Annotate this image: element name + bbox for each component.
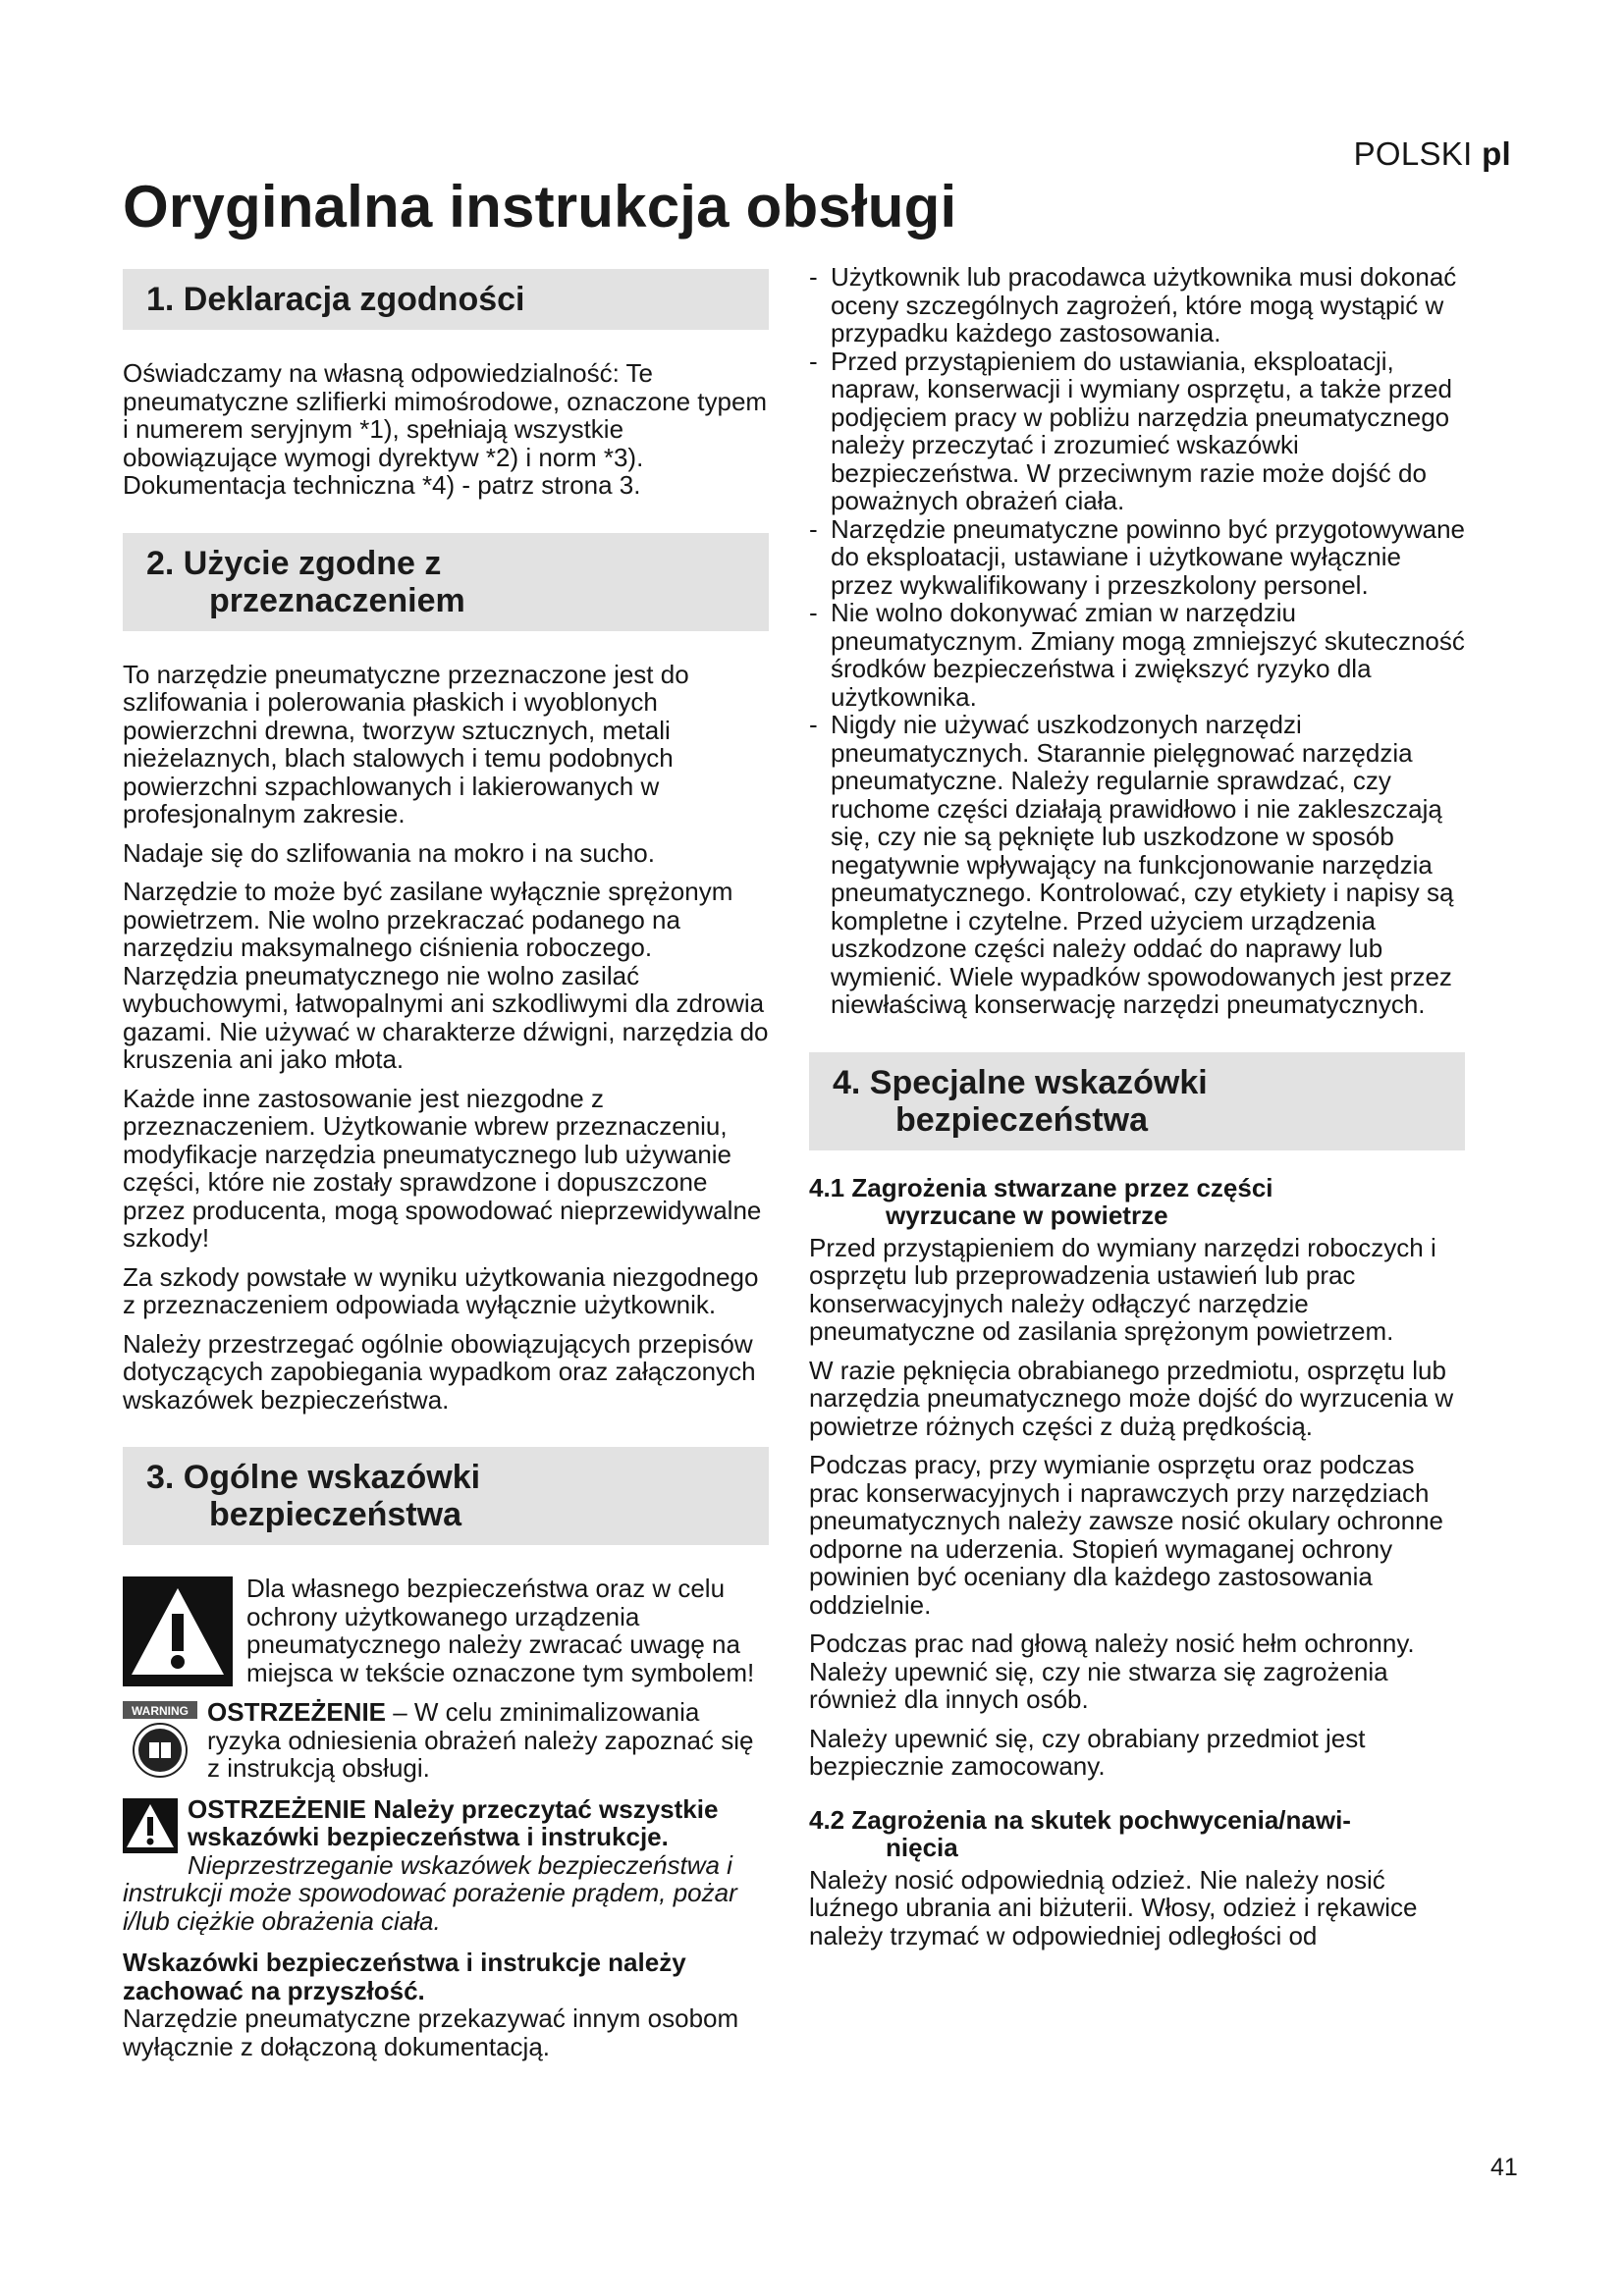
language-code: pl [1482,135,1511,172]
section-3-heading-line1: 3. Ogólne wskazówki [146,1459,481,1496]
section-4-heading-line2: bezpieczeństwa [895,1100,1148,1139]
language-label [1354,135,1511,173]
subsection-4-2-line1: 4.2 Zagrożenia na skutek pochwycenia/nawi- [809,1804,1351,1835]
subsection-4-2-heading [809,1806,1465,1862]
keep-instructions-text: Narzędzie pneumatyczne przekazywać innym osobom wyłącznie z dołączoną dokumentacją. [123,2003,739,2061]
section-2-paragraph-1: To narzędzie pneumatyczne przeznaczone jest do szlifowania i polerowania płaskich i wyoblonych powierzchni drewna, tworzyw sztucznych, metali nieżelaznych, blach stalowych i temu podobnych powierzchni szpachlowanych i lakierowanych w profesjonalnym zakresie. [123,659,689,828]
keep-instructions-bold: Wskazówki bezpieczeństwa i instrukcje należy zachować na przyszłość. [123,1948,686,2005]
warning-2-text: Nieprzestrzeganie wskazówek bezpieczeństwa i instrukcji może spowodować porażenie prądem, pożar i/lub ciężkie obrażenia ciała. [123,1849,737,1935]
section-4-heading [809,1052,1465,1150]
section-2-heading [123,533,769,631]
language-name: POLSKI [1353,135,1473,172]
subsection-4-1-heading [809,1174,1465,1230]
section-2-paragraph-5: Za szkody powstałe w wyniku użytkowania niezgodnego z przeznaczeniem odpowiada wyłącznie użytkownik. [123,1261,759,1319]
page-title: Oryginalna instrukcja obsługi [123,174,957,240]
warning-read-all-block [123,1795,769,1936]
right-column [809,263,1465,1960]
section-2-paragraph-4: Każde inne zastosowanie jest niezgodne z przeznaczeniem. Użytkowanie wbrew przeznaczeniu, modyfikacje narzędzia pneumatycznego lub używanie części, które nie zostały sprawdzone i dopuszczone przez producenta, mogą spowodować nieprzewidywalne szkody! [123,1083,762,1253]
safety-list [809,263,1465,1019]
section-3-heading-line2: bezpieczeństwa [209,1496,461,1533]
subsection-4-1-line2: wyrzucane w powietrze [886,1201,1168,1230]
section-4-heading-line1: 4. Specjalne wskazówki [833,1063,1208,1101]
warning-badge-text: WARNING [132,1704,189,1718]
section-2-heading-line1: 2. Użycie zgodne z [146,544,442,582]
section-3-heading [123,1447,769,1545]
section-2-paragraph-6: Należy przestrzegać ogólnie obowiązujących przepisów dotyczących zapobiegania wypadkom oraz załączonych wskazówek bezpieczeństwa. [123,1328,756,1415]
list-item: - Nie wolno dokonywać zmian w narzędziu pneumatycznym. Zmiany mogą zmniejszyć skuteczność środków bezpieczeństwa i zwiększyć ryzyko dla użytkownika. [809,599,1465,711]
warning-manual-block [123,1698,769,1786]
safety-symbol-text: Dla własnego bezpieczeństwa oraz w celu ochrony użytkowanego urządzenia pneumatycznego należy zwracać uwagę na miejsca w tekście oznaczone tym symbolem! [246,1574,755,1687]
list-item: - Narzędzie pneumatyczne powinno być przygotowywane do eksploatacji, ustawiane i użytkowane wyłącznie przez wykwalifikowany i przeszkolony personel. [809,515,1465,600]
list-item: - Nigdy nie używać uszkodzonych narzędzi pneumatycznych. Starannie pielęgnować narzędzia pneumatyczne. Należy regularnie sprawdzać, czy ruchome części działają prawidłowo i nie zakleszczają się, czy nie są pęknięte lub uszkodzone w sposób negatywnie wpływający na funkcjonowanie narzędzia pneumatycznego. Kontrolować, czy etykiety i napisy są kompletne i czytelne. Przed użyciem urządzenia uszkodzone części należy oddać do naprawy lub wymienić. Wiele wypadków spowodowanych jest przez niewłaściwą konserwację narzędzi pneumatycznych. [809,711,1465,1019]
warning-triangle-icon [123,1576,233,1692]
page-number: 41 [1490,2154,1518,2181]
section-2-paragraph-3: Narzędzie to może być zasilane wyłącznie sprężonym powietrzem. Nie wolno przekraczać podanego na narzędziu maksymalnego ciśnienia roboczego. Narzędzia pneumatycznego nie wolno zasilać wybuchowymi, łatwopalnymi ani szkodliwymi dla zdrowia gazami. Nie używać w charakterze dźwigni, narzędzia do kruszenia ani jako młota. [123,877,769,1074]
section-1-paragraph: Oświadczamy na własną odpowiedzialność: Te pneumatyczne szlifierki mimośrodowe, oznaczone typem i numerem seryjnym *1), spełniają wszystkie obowiązujące wymogi dyrektyw *2) i norm *3). Dokumentacja techniczna *4) - patrz strona 3. [123,358,768,500]
subsection-4-1-paragraph-4: Podczas prac nad głową należy nosić hełm ochronny. Należy upewnić się, czy nie stwarza się zagrożenia również dla innych osób. [809,1629,1415,1714]
section-2-heading-line2: przeznaczeniem [209,581,465,619]
subsection-4-1-paragraph-5: Należy upewnić się, czy obrabiany przedmiot jest bezpiecznie zamocowany. [809,1723,1366,1781]
subsection-4-2-paragraph-1: Należy nosić odpowiednią odzież. Nie należy nosić luźnego ubrania ani biżuterii. Włosy, odzież i rękawice należy trzymać w odpowiedniej odległości od [809,1864,1418,1950]
read-manual-icon [123,1701,197,1786]
warning-2-label: OSTRZEŻENIE Należy przeczytać wszystkie wskazówki bezpieczeństwa i instrukcje. [188,1794,719,1851]
subsection-4-1-line1: 4.1 Zagrożenia stwarzane przez części [809,1172,1273,1202]
warning-1-text: – W celu zminimalizowania ryzyka odniesienia obrażeń należy zapoznać się z instrukcją obsługi. [207,1698,754,1783]
safety-symbol-note [123,1575,769,1686]
left-column [123,263,769,2071]
section-1-heading: 1. Deklaracja zgodności [123,269,769,330]
subsection-4-2-line2: nięcia [886,1833,958,1862]
subsection-4-1-paragraph-1: Przed przystąpieniem do wymiany narzędzi roboczych i osprzętu lub przeprowadzenia ustawień lub prac konserwacyjnych należy odłączyć narzędzie pneumatyczne od zasilania sprężonym powietrzem. [809,1232,1436,1346]
subsection-4-1-paragraph-3: Podczas pracy, przy wymianie osprzętu oraz podczas prac konserwacyjnych i naprawczych przy narzędziach pneumatycznych należy zawsze nosić okulary ochronne odporne na uderzenia. Stopień wymaganej ochrony powinien być oceniany dla każdego zastosowania oddzielnie. [809,1450,1444,1620]
subsection-4-1-paragraph-2: W razie pęknięcia obrabianego przedmiotu, osprzętu lub narzędzia pneumatycznego może dojść do wyrzucenia w powietrze różnych części z dużą prędkością. [809,1355,1454,1441]
warning-triangle-small-icon [123,1798,178,1859]
warning-1-label: OSTRZEŻENIE [207,1698,387,1727]
keep-instructions-heading [123,1949,769,2004]
section-2-paragraph-2: Nadaje się do szlifowania na mokro i na sucho. [123,837,655,868]
list-item: - Przed przystąpieniem do ustawiania, eksploatacji, napraw, konserwacji i wymiany osprzętu, a także przed podjęciem pracy w pobliżu narzędzia pneumatycznego należy przeczytać i zrozumieć wskazówki bezpieczeństwa. W przeciwnym razie może dojść do poważnych obrażeń ciała. [809,347,1465,515]
list-item: - Użytkownik lub pracodawca użytkownika musi dokonać oceny szczególnych zagrożeń, które mogą wystąpić w przypadku każdego zastosowania. [809,263,1465,347]
